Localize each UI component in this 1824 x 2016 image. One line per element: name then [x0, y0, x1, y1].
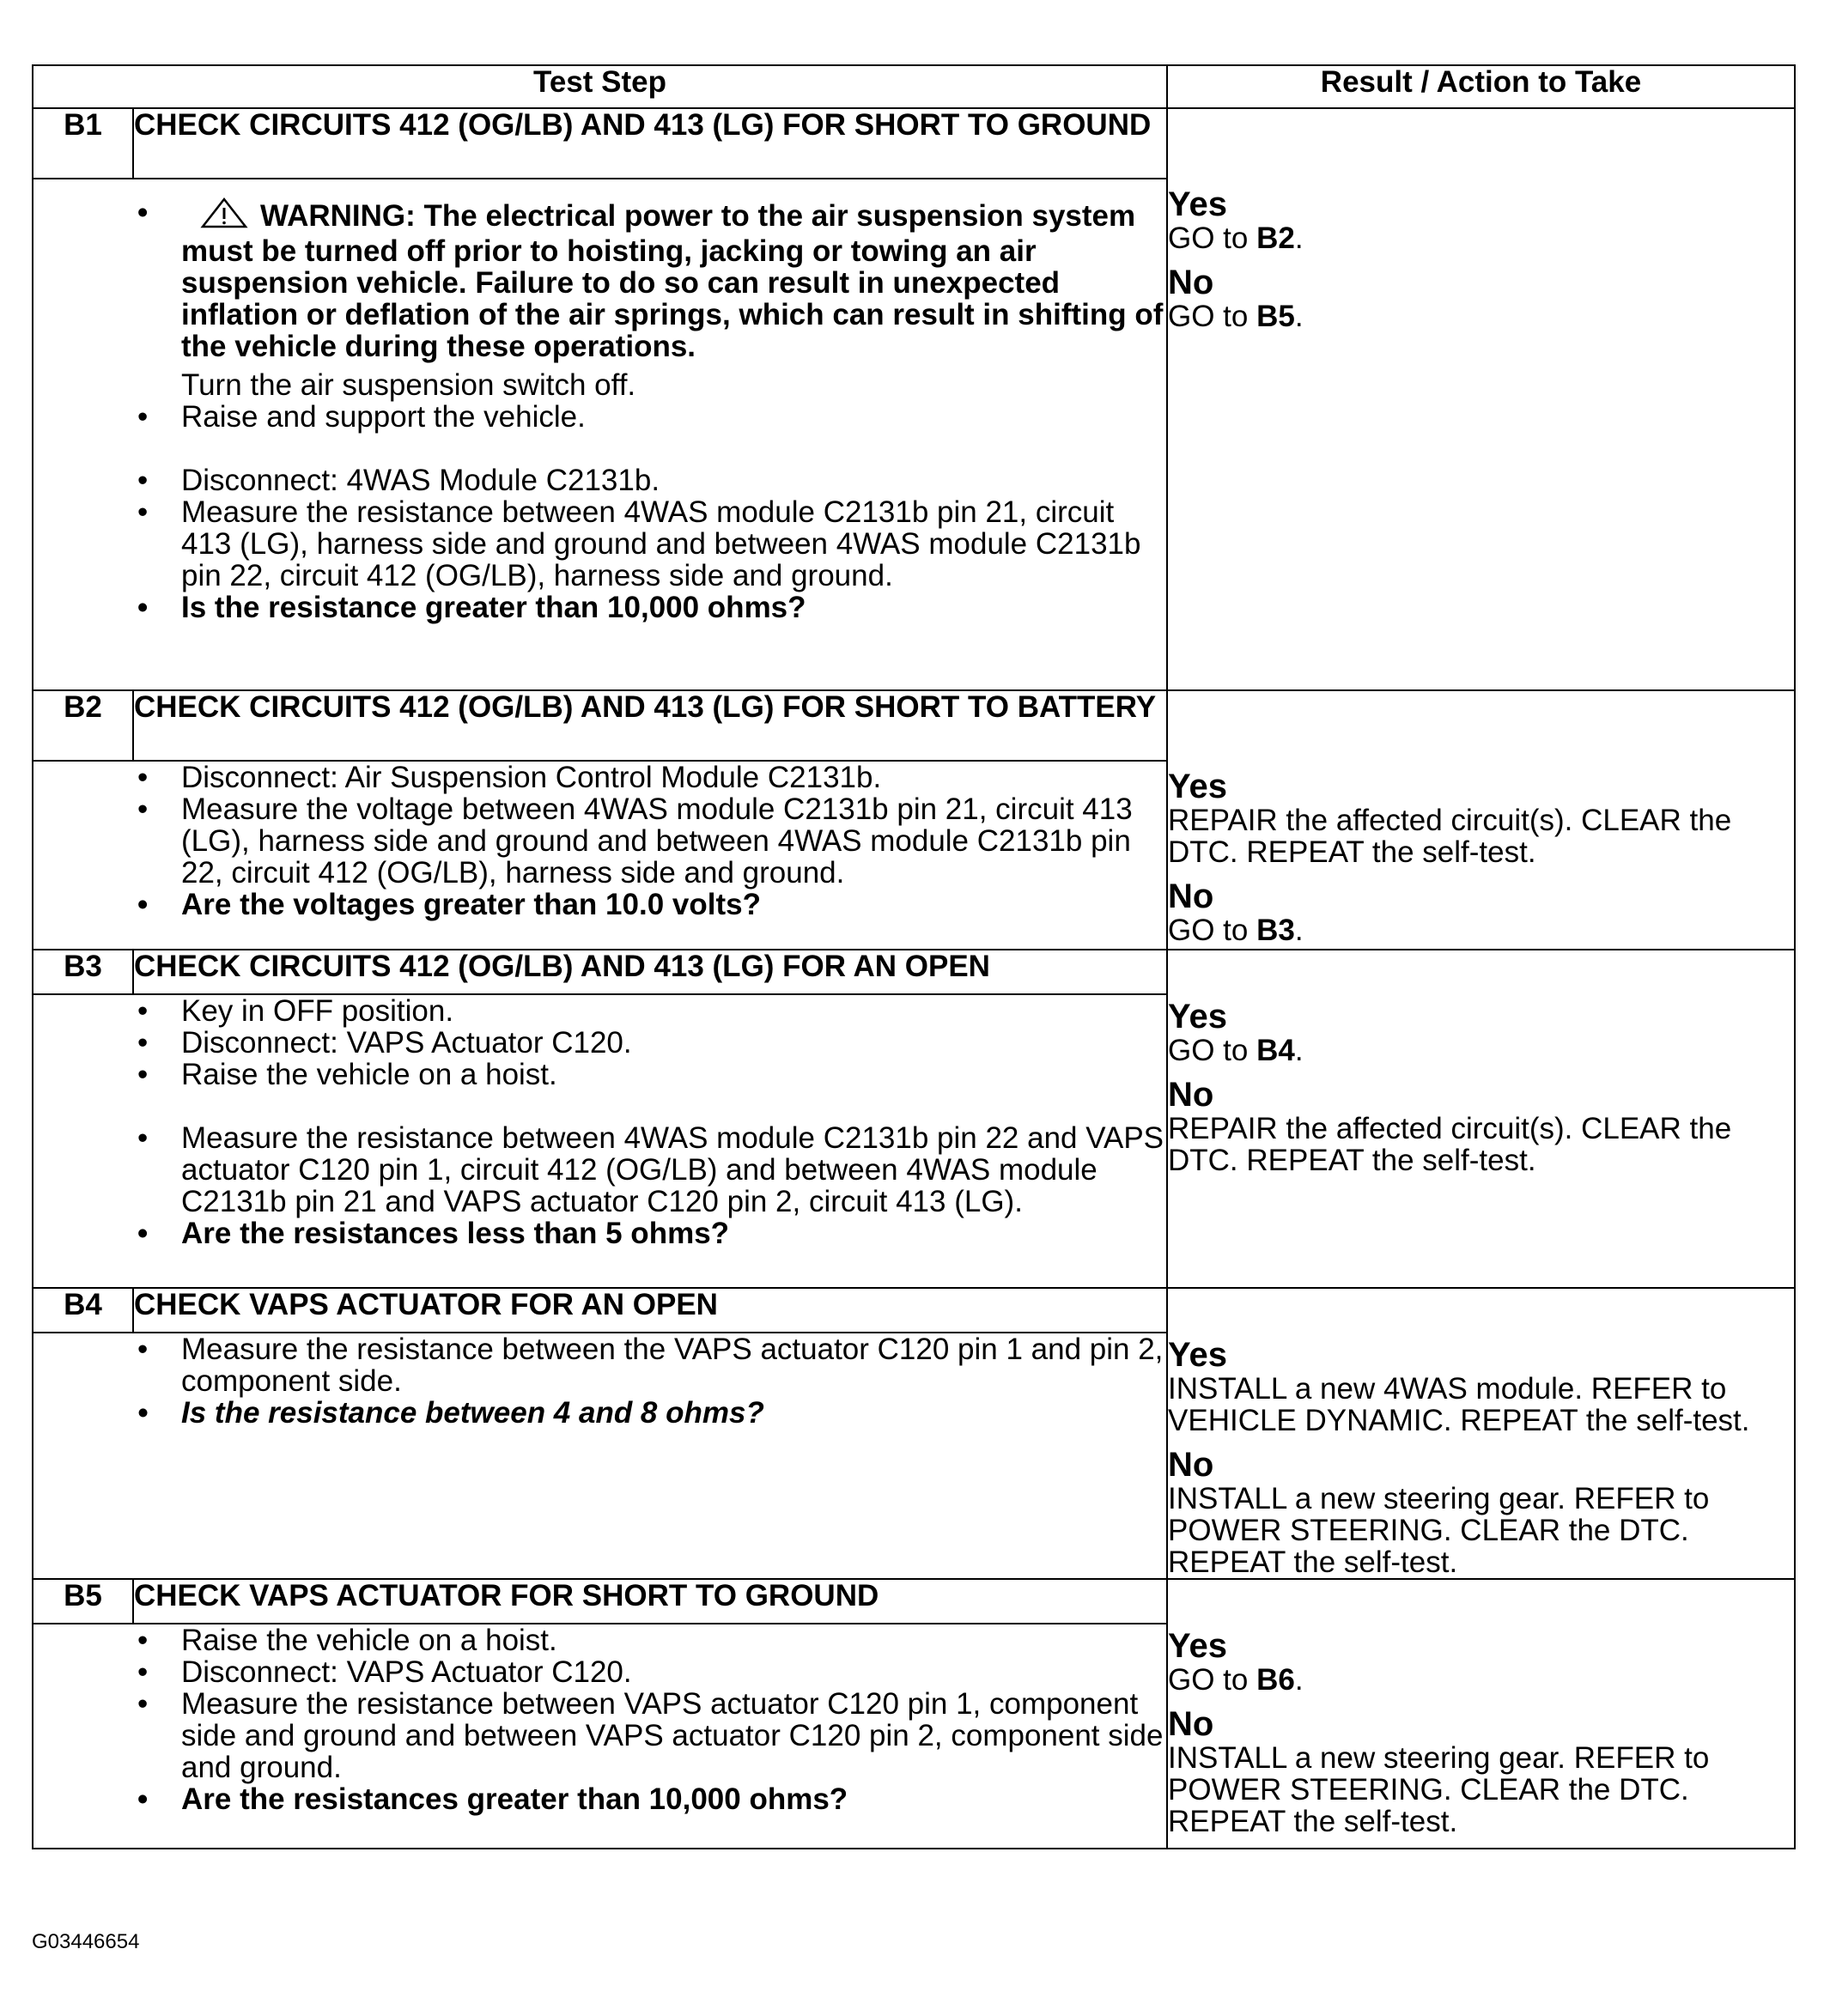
step-id: B3 — [33, 950, 133, 994]
step-title: CHECK CIRCUITS 412 (OG/LB) AND 413 (LG) FOR SHORT TO BATTERY — [133, 690, 1167, 761]
step-result — [1167, 1288, 1795, 1579]
step-title: CHECK CIRCUITS 412 (OG/LB) AND 413 (LG) FOR AN OPEN — [133, 950, 1167, 994]
step-instructions — [133, 1624, 1167, 1849]
list-item: • Measure the resistance between the VAPS actuator C120 pin 1 and pin 2, component side. — [137, 1333, 1164, 1399]
diagnostic-procedure-table — [32, 64, 1796, 1849]
step-title: CHECK VAPS ACTUATOR FOR SHORT TO GROUND — [133, 1579, 1167, 1624]
step-title-row — [33, 690, 1795, 761]
step-question: • Is the resistance between 4 and 8 ohms? — [137, 1396, 764, 1430]
step-id: B4 — [33, 1288, 133, 1333]
step-id: B1 — [33, 108, 133, 179]
no-action: REPAIR the affected circuit(s). CLEAR the DTC. REPEAT the self-test. — [1168, 1112, 1732, 1177]
step-id: B5 — [33, 1579, 133, 1624]
step-title-row — [33, 950, 1795, 994]
no-action: INSTALL a new steering gear. REFER to POWER STEERING. CLEAR the DTC. REPEAT the self-test. — [1168, 1482, 1710, 1579]
no-action: GO to B5. — [1168, 300, 1304, 333]
step-title-row — [33, 108, 1795, 179]
no-label: No — [1168, 1076, 1214, 1114]
header-result: Result / Action to Take — [1167, 65, 1795, 108]
step-title: CHECK CIRCUITS 412 (OG/LB) AND 413 (LG) FOR SHORT TO GROUND — [133, 108, 1167, 179]
list-item: • Measure the resistance between 4WAS module C2131b pin 21, circuit 413 (LG), harness side and ground and between 4WAS module C2131b pin 22, circuit 412 (OG/LB), harness side and ground. — [137, 495, 1141, 592]
warning-triangle-icon — [200, 197, 248, 235]
yes-label: Yes — [1168, 185, 1227, 223]
step-title: CHECK VAPS ACTUATOR FOR AN OPEN — [133, 1288, 1167, 1333]
list-item: • Raise the vehicle on a hoist. — [137, 1624, 557, 1657]
list-item: • Measure the voltage between 4WAS module C2131b pin 21, circuit 413 (LG), harness side and ground and between 4WAS module C2131b pin 22, circuit 412 (OG/LB), harness side and ground. — [137, 792, 1133, 890]
warning-text: WARNING: The electrical power to the air suspension system must be turned off prior to hoisting, jacking or towing an air suspension vehicle. Failure to do so can result in unexpected inflation or deflation of the air springs, which can result in shifting of the vehicle during these operations. — [181, 199, 1164, 363]
step-title-row — [33, 1288, 1795, 1333]
no-label: No — [1168, 1705, 1214, 1743]
no-label: No — [1168, 264, 1214, 301]
list-item: • Disconnect: VAPS Actuator C120. — [137, 1026, 632, 1060]
warning-item: • WARNING: The electrical power to the air suspension system must be turned off prior to hoisting, jacking or towing an air suspension vehicle. Failure to do so can result in unexpected inflation or deflation of the air springs, which can result in shifting of the vehicle during these operations. — [137, 196, 1164, 363]
yes-action: GO to B4. — [1168, 1034, 1304, 1067]
step-question: • Are the resistances less than 5 ohms? — [137, 1217, 730, 1250]
step-instructions — [133, 1333, 1167, 1579]
step-instructions — [133, 994, 1167, 1288]
step-question: • Is the resistance greater than 10,000 ohms? — [137, 591, 806, 624]
yes-label: Yes — [1168, 768, 1227, 805]
step-id: B2 — [33, 690, 133, 761]
yes-action: REPAIR the affected circuit(s). CLEAR the DTC. REPEAT the self-test. — [1168, 804, 1732, 869]
step-question: • Are the resistances greater than 10,000 ohms? — [137, 1782, 848, 1816]
step-question: • Are the voltages greater than 10.0 volts? — [137, 888, 761, 921]
list-item: • Measure the resistance between 4WAS module C2131b pin 22 and VAPS actuator C120 pin 1, circuit 412 (OG/LB) and between 4WAS module C2131b pin 21 and VAPS actuator C120 pin 2, circuit 413 (LG). — [137, 1121, 1164, 1218]
yes-action: GO to B2. — [1168, 222, 1304, 255]
list-item: • Disconnect: Air Suspension Control Module C2131b. — [137, 761, 882, 794]
yes-action: GO to B6. — [1168, 1663, 1304, 1697]
yes-label: Yes — [1168, 1627, 1227, 1665]
no-action: INSTALL a new steering gear. REFER to POWER STEERING. CLEAR the DTC. REPEAT the self-test. — [1168, 1741, 1710, 1838]
step-result — [1167, 690, 1795, 950]
step-title-row — [33, 1579, 1795, 1624]
yes-label: Yes — [1168, 1336, 1227, 1374]
yes-label: Yes — [1168, 998, 1227, 1035]
list-item: • Key in OFF position. — [137, 994, 454, 1028]
list-item: • Raise and support the vehicle. — [137, 400, 586, 434]
step-result — [1167, 108, 1795, 690]
no-action: GO to B3. — [1168, 914, 1304, 947]
list-item: • Measure the resistance between VAPS actuator C120 pin 1, component side and ground and between VAPS actuator C120 pin 2, component side and ground. — [137, 1687, 1164, 1784]
list-item: • Raise the vehicle on a hoist. — [137, 1058, 557, 1091]
no-label: No — [1168, 1446, 1214, 1484]
step-instructions — [133, 179, 1167, 690]
step-result — [1167, 950, 1795, 1288]
yes-action: INSTALL a new 4WAS module. REFER to VEHICLE DYNAMIC. REPEAT the self-test. — [1168, 1372, 1750, 1437]
warning-followup: Turn the air suspension switch off. — [181, 368, 636, 402]
step-result — [1167, 1579, 1795, 1849]
list-item: • Disconnect: 4WAS Module C2131b. — [137, 464, 660, 497]
list-item: • Disconnect: VAPS Actuator C120. — [137, 1655, 632, 1689]
header-test-step: Test Step — [33, 65, 1167, 108]
header-row — [33, 65, 1795, 108]
figure-id: G03446654 — [32, 1930, 140, 1953]
step-instructions — [133, 761, 1167, 950]
no-label: No — [1168, 877, 1214, 915]
